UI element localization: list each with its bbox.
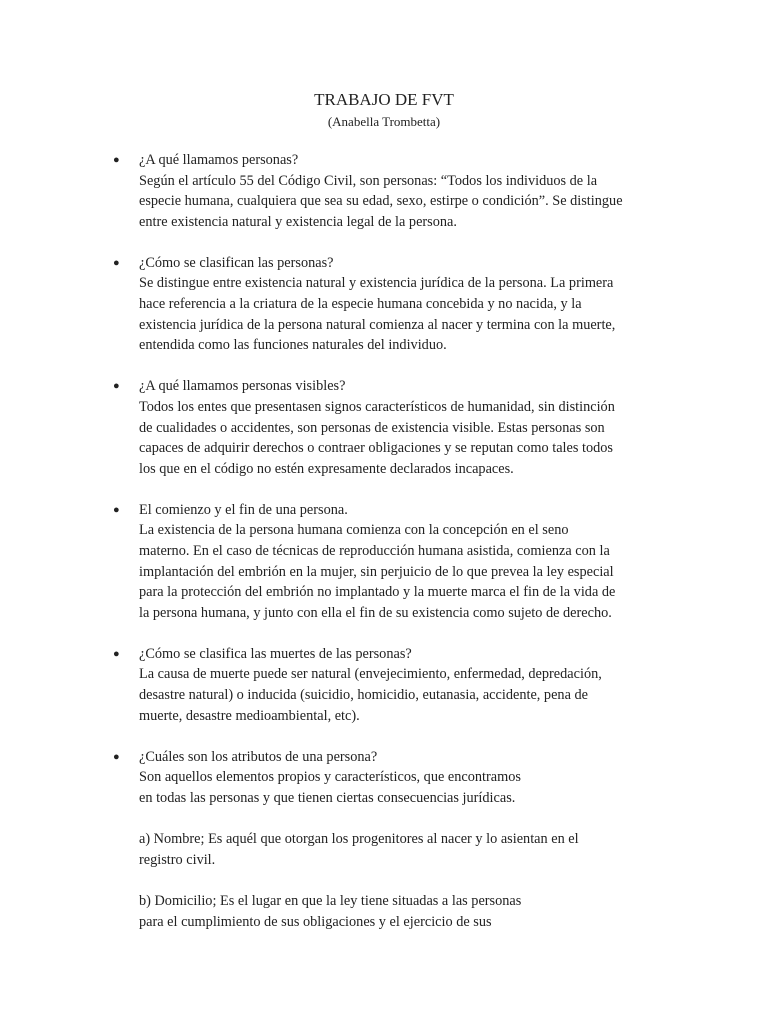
answer-text: La existencia de la persona humana comienza con la concepción en el seno materno. En el caso de técnicas de reproducción humana asistida, comienza con la implantación del embrión en la mujer, sin perjuicio de lo que prevea la ley especial para la protección del embrión no implantado y la muerte marca el fin de la vida de la persona humana, y junto con ella el fin de su existencia como sujeto de derecho.: [139, 522, 616, 621]
bullet-icon: ●: [113, 256, 120, 269]
list-item: [0, 376, 679, 479]
question-text: ¿Cuáles son los atributos de una persona?: [139, 748, 378, 765]
bullet-icon: ●: [113, 503, 120, 516]
list-item: [0, 747, 679, 932]
list-item: [0, 150, 679, 232]
list-item: [0, 500, 679, 624]
bullet-icon: ●: [113, 154, 120, 166]
bullet-icon: ●: [113, 380, 120, 393]
answer-text: La causa de muerte puede ser natural (envejecimiento, enfermedad, depredación, desastre natural) o inducida (suicidio, homicidio, eutanasia, accidente, pena de muerte, desastre medioambiental, etc).: [139, 666, 602, 724]
subsection-text: a) Nombre; Es aquél que otorgan los progenitores al nacer y lo asientan en el registro civil.: [139, 831, 579, 868]
list-item: [0, 644, 679, 726]
question-text: ¿A qué llamamos personas visibles?: [139, 378, 346, 395]
document-author: (Anabella Trombetta): [327, 114, 441, 129]
answer-text: Todos los entes que presentasen signos característicos de humanidad, sin distinción de cualidades o accidentes, son personas de existencia visible. Estas personas son capaces de adquirir derechos o contraer obligaciones y se reputan como tales todos los que en el código no estén expresamente declarados incapaces.: [139, 398, 615, 477]
question-text: El comienzo y el fin de una persona.: [139, 501, 348, 518]
bullet-icon: ●: [113, 647, 120, 660]
question-list: [0, 150, 768, 953]
subsection-text: b) Domicilio; Es el lugar en que la ley tiene situadas a las personas para el cumplimiento de sus obligaciones y el ejercicio de sus: [139, 892, 522, 930]
question-text: ¿Cómo se clasifica las muertes de las personas?: [139, 645, 412, 662]
document-title: TRABAJO DE FVT: [314, 90, 454, 109]
attribute-domicile-paragraph: [139, 891, 679, 932]
question-text: ¿Cómo se clasifican las personas?: [139, 254, 334, 271]
bullet-icon: ●: [113, 750, 120, 763]
attribute-name-paragraph: [139, 829, 679, 870]
answer-text: Son aquellos elementos propios y característicos, que encontramos en todas las personas y que tienen ciertas consecuencias jurídicas.: [139, 769, 521, 806]
answer-text: Según el artículo 55 del Código Civil, son personas: “Todos los individuos de la especie humana, cualquiera que sea su edad, sexo, estirpe o condición”. Se distingue entre existencia natural y existencia legal de la persona.: [139, 172, 623, 230]
list-item: [0, 253, 679, 356]
question-text: ¿A qué llamamos personas?: [139, 152, 299, 168]
answer-text: Se distingue entre existencia natural y existencia jurídica de la persona. La primera hace referencia a la criatura de la especie humana concebida y no nacida, y la existencia jurídica de la persona natural comienza al nacer y termina con la muerte, entendida como las funciones naturales del individuo.: [139, 275, 616, 354]
